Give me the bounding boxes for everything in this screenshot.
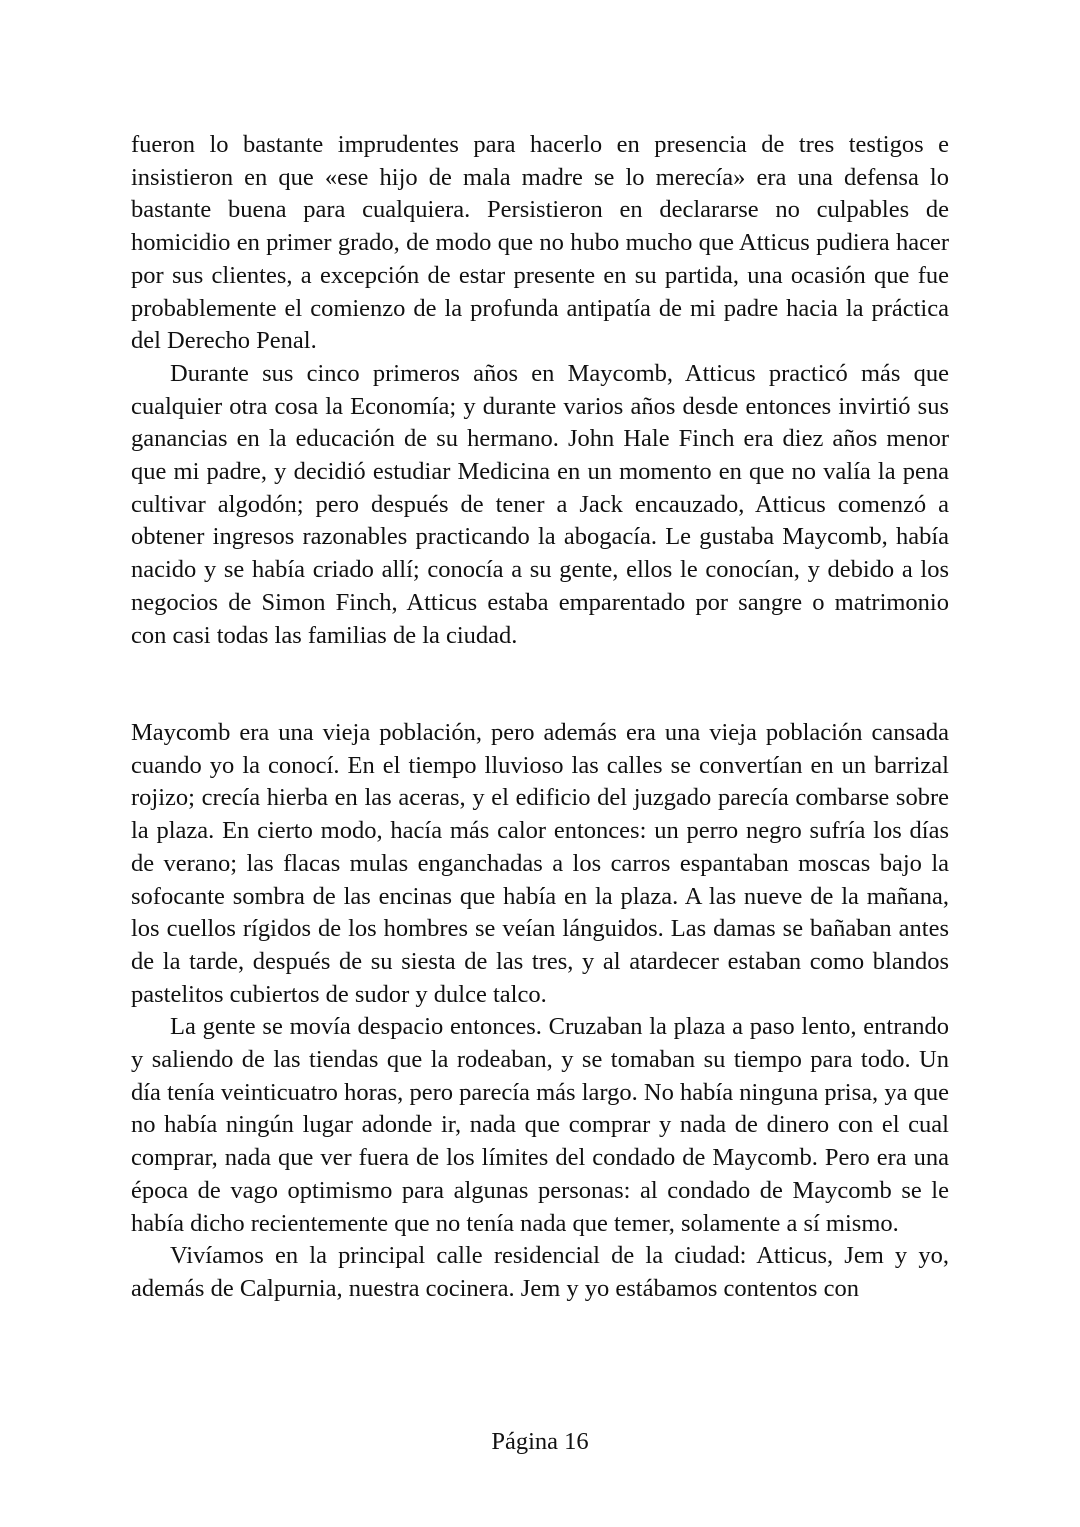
page-number: Página 16 [491,1428,589,1455]
paragraph-continuation: fueron lo bastante imprudentes para hacerlo en presencia de tres testigos e insistieron en que «ese hijo de mala madre se lo merecía» era una defensa lo bastante buena para cualquiera. Persistieron en declararse no culpables de homicidio en primer grado, de modo que no hubo mucho que Atticus pudiera hacer por sus clientes, a excepción de estar presente en su partida, una ocasión que fue probablemente el comienzo de la profunda antipatía de mi padre hacia la práctica del Derecho Penal. [131,131,949,355]
paragraph-residential-street: Vivíamos en la principal calle residencial de la ciudad: Atticus, Jem y yo, además de Calpurnia, nuestra cocinera. Jem y yo estábamos contentos con [131,1242,949,1302]
text-block-bottom [131,717,949,1306]
text-block-top [131,129,949,652]
paragraph-atticus-early-years: Durante sus cinco primeros años en Maycomb, Atticus practicó más que cualquier otra cosa la Economía; y durante varios años desde entonces invirtió sus ganancias en la educación de su hermano. John Hale Finch era diez años menor que mi padre, y decidió estudiar Medicina en un momento en que no valía la pena cultivar algodón; pero después de tener a Jack encauzado, Atticus comenzó a obtener ingresos razonables practicando la abogacía. Le gustaba Maycomb, había nacido y se había criado allí; conocía a su gente, ellos le conocían, y debido a los negocios de Simon Finch, Atticus estaba emparentado por sangre o matrimonio con casi todas las familias de la ciudad. [131,359,949,649]
paragraph-maycomb-old-town: Maycomb era una vieja población, pero además era una vieja población cansada cuando yo la conocí. En el tiempo lluvioso las calles se convertían en un barrizal rojizo; crecía hierba en las aceras, y el edificio del juzgado parecía combarse sobre la plaza. En cierto modo, hacía más calor entonces: un perro negro sufría los días de verano; las flacas mulas enganchadas a los carros espantaban moscas bajo la sofocante sombra de las encinas que había en la plaza. A las nueve de la mañana, los cuellos rígidos de los hombres se veían lánguidos. Las damas se bañaban antes de la tarde, después de su siesta de las tres, y al atardecer estaban como blandos pastelitos cubiertos de sudor y dulce talco. [131,719,949,1008]
paragraph-people-moved-slowly: La gente se movía despacio entonces. Cruzaban la plaza a paso lento, entrando y saliendo de las tiendas que la rodeaban, y se tomaban su tiempo para todo. Un día tenía veinticuatro horas, pero parecía más largo. No había ninguna prisa, ya que no había ningún lugar adonde ir, nada que comprar y nada de dinero con el cual comprar, nada que ver fuera de los límites del condado de Maycomb. Pero era una época de vago optimismo para algunas personas: al condado de Maycomb se le había dicho recientemente que no tenía nada que temer, solamente a sí mismo. [131,1013,949,1237]
